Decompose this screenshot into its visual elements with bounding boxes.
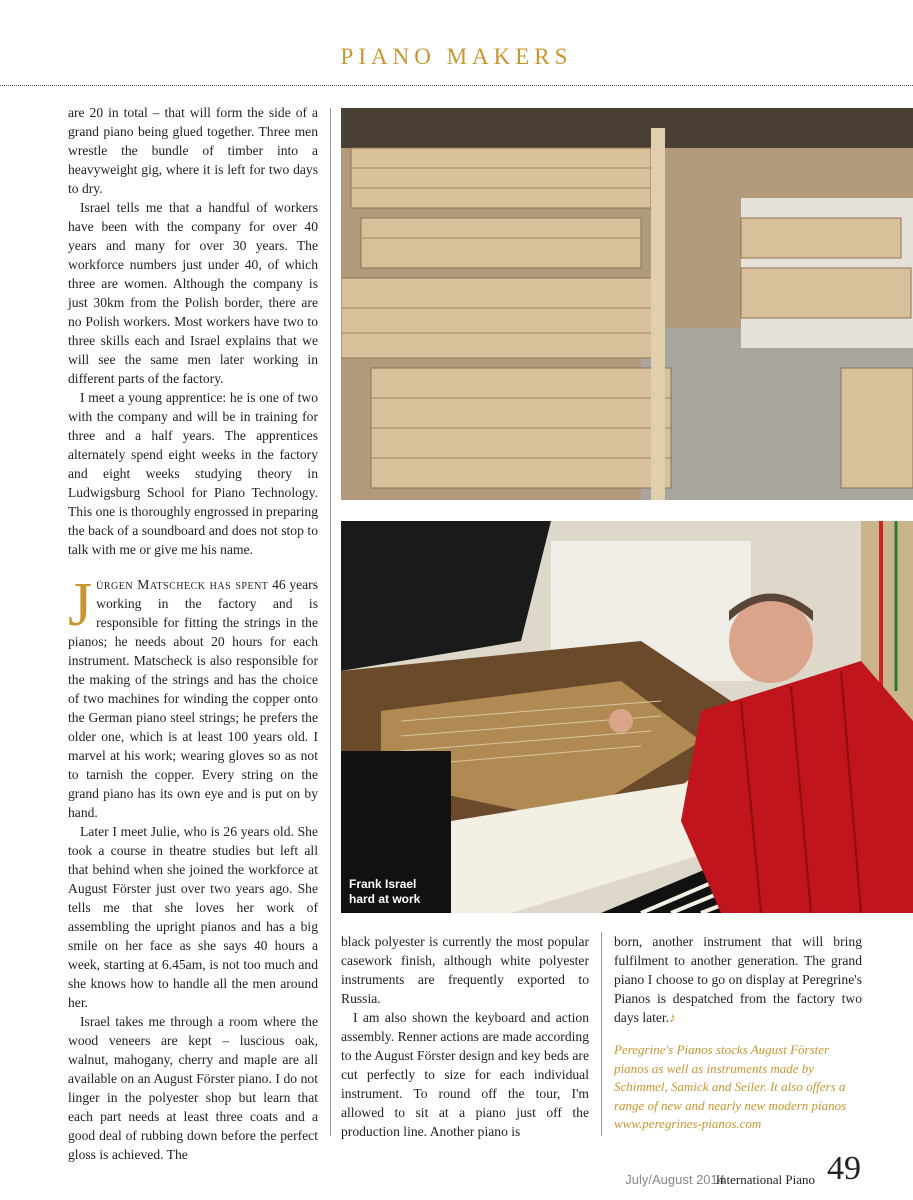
paragraph: Later I meet Julie, who is 26 years old. She took a course in theatre studies but left all that behind when she joined the workforce at August Förster just over two years ago. She tells me that she loves her work of assembling the upright pianos and has a big smile on her face as she says 40 hours a week, starting at 6.45am, is not too much and she knows how to handle all the men around her. — [68, 824, 318, 1010]
paragraph-text: born, another instrument that will bring fulfilment to another generation. The grand piano I choose to go on display at Peregrine's Pianos is despatched from the factory two days later. — [614, 934, 862, 1025]
paragraph: Israel tells me that a handful of workers have been with the company for over 40 years and many for over 30 years. The workforce numbers just under 40, of which three are women. Although the company is just 30km from the Polish border, there are no Polish workers. Most workers have two to three skills each and Israel explains that we will see the same men later working in different parts of the factory. — [68, 200, 318, 386]
lead-in: ürgen Matscheck has spent — [96, 577, 269, 592]
photo-frank-israel — [341, 521, 913, 913]
paragraph: black polyester is currently the most popular casework finish, although white polyester instruments are frequently exported to Russia. — [341, 934, 589, 1006]
promo-text: Peregrine's Pianos stocks August Förster pianos as well as instruments made by Schimmel, Samick and Seiler. It also offers a range of new and nearly new modern pianos www.peregrines-pianos.com — [614, 1042, 847, 1131]
section-title: PIANO MAKERS — [340, 44, 573, 69]
paragraph-dropcap — [68, 571, 319, 822]
column-3 — [614, 932, 862, 1134]
column-divider — [601, 932, 602, 1136]
caption-line: Frank Israel — [349, 877, 417, 891]
paragraph — [614, 932, 862, 1027]
magazine-name: International Piano — [715, 1172, 815, 1187]
column-2 — [341, 932, 589, 1141]
drop-cap: J — [68, 571, 93, 639]
caption-line: hard at work — [349, 892, 421, 906]
header-rule — [0, 85, 913, 86]
music-note-icon: ♪ — [669, 1010, 676, 1025]
column-1 — [68, 103, 318, 1164]
paragraph: Israel takes me through a room where the wood veneers are kept – luscious oak, walnut, mahogany, cherry and maple are all available on an August Förster piano. I do not linger in the polyester shop but learn that each part needs at least three coats and a good deal of rubbing down before the perfect gloss is achieved. The — [68, 1014, 318, 1162]
paragraph: I meet a young apprentice: he is one of two with the company and will be in training for three and a half years. The apprentices alternately spend eight weeks in the factory and eight weeks studying theory in Ludwigsburg School for Piano Technology. This one is thoroughly engrossed in preparing the back of a soundboard and does not stop to talk with me or give me his name. — [68, 390, 318, 557]
page-number: 49 — [827, 1150, 861, 1187]
photo-timber-storage — [341, 108, 913, 500]
column-divider — [330, 108, 331, 1136]
paragraph: I am also shown the keyboard and action assembly. Renner actions are made according to the August Förster design and key beds are cut perfectly to size for each individual instrument. To round off the tour, I'm allowed to sit at a piano just off the production line. Another piano is — [341, 1010, 589, 1139]
issue-date: July/August 2014 — [625, 1172, 725, 1187]
paragraph: are 20 in total – that will form the side of a grand piano being glued together. Three men wrestle the bundle of timber into a heavyweight gig, where it is left for two days to dry. — [68, 105, 318, 196]
photo-caption — [349, 877, 420, 907]
paragraph-text: 46 years working in the factory and is responsible for fitting the strings in the pianos; he needs about 20 hours for each instrument. Matscheck is also responsible for the making of the strings and has the choice of two machines for winding the copper onto the German piano steel strings; he prefers the older one, which is at least 100 years old. I marvel at his work; wearing gloves so as not to tarnish the copper. Every string on the grand piano has its own eye and is put on by hand. — [68, 577, 319, 820]
